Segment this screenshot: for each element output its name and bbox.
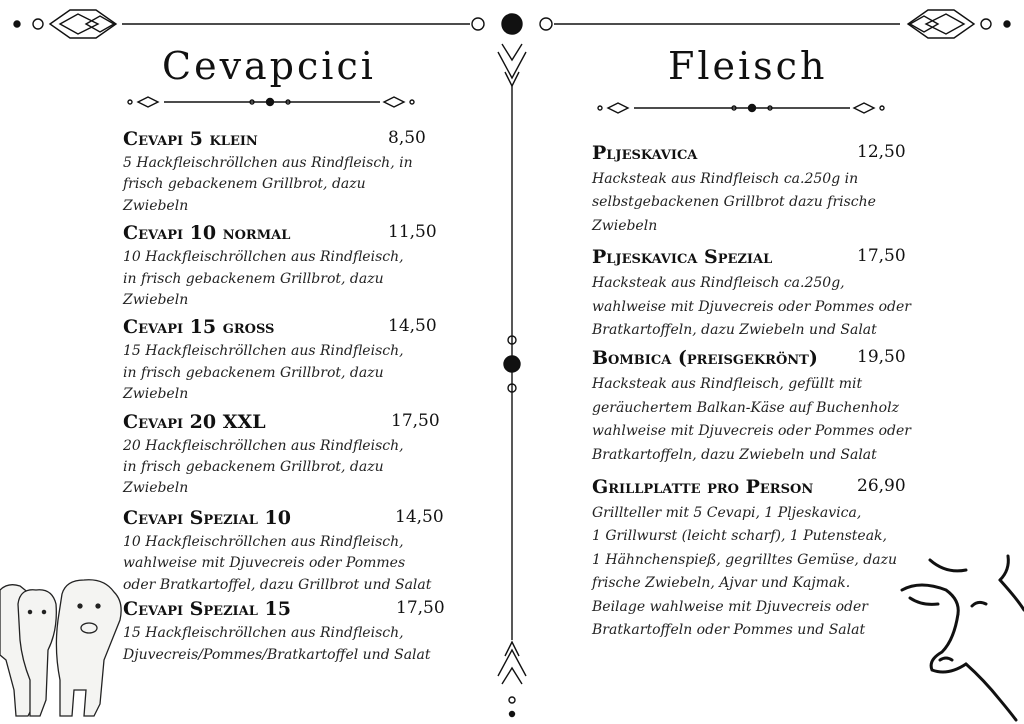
- menu-list-fleisch: [592, 142, 912, 644]
- menu-item: [592, 246, 912, 343]
- item-name: Grillplatte pro Person: [592, 476, 814, 499]
- item-price: 14,50: [388, 316, 437, 337]
- item-price: 11,50: [388, 222, 437, 243]
- item-description-line: oder Bratkartoffel, dazu Grillbrot und Salat: [123, 576, 432, 593]
- item-description-line: 15 Hackfleischröllchen aus Rindfleisch,: [123, 343, 404, 360]
- item-name: Cevapi 10 normal: [123, 222, 291, 245]
- item-description-line: 15 Hackfleischröllchen aus Rindfleisch,: [123, 625, 404, 642]
- menu-item-header: [123, 507, 443, 534]
- cow-illustration-left: [0, 580, 121, 716]
- menu-item: [123, 507, 443, 598]
- item-description-line: 1 Hähnchenspieß, gegrilltes Gemüse, dazu: [592, 551, 897, 568]
- menu-item: [123, 316, 443, 407]
- menu-item-header: [592, 347, 912, 374]
- item-name: Cevapi 5 klein: [123, 128, 258, 150]
- item-description-line: Bratkartoffeln, dazu Zwiebeln und Salat: [592, 322, 877, 339]
- item-description-line: Zwiebeln: [123, 197, 189, 214]
- item-price: 14,50: [395, 506, 444, 527]
- item-description-line: 20 Hackfleischröllchen aus Rindfleisch,: [123, 437, 404, 454]
- menu-item: [123, 598, 443, 668]
- item-description-line: 1 Grillwurst (leicht scharf), 1 Putensteak,: [592, 528, 887, 545]
- menu-item-header: [123, 598, 443, 625]
- menu-item-header: [592, 142, 912, 169]
- item-price: 8,50: [388, 128, 426, 148]
- item-description-line: wahlweise mit Djuvecreis oder Pommes oder: [592, 423, 911, 440]
- item-description-line: Djuvecreis/Pommes/Bratkartoffel und Salat: [123, 646, 431, 663]
- item-description-line: Zwiebeln: [123, 480, 189, 497]
- item-description-line: frisch gebackenem Grillbrot, dazu: [123, 176, 366, 193]
- item-price: 17,50: [391, 410, 440, 431]
- menu-item: [123, 411, 443, 502]
- item-description-line: Hacksteak aus Rindfleisch ca.250g in: [592, 171, 859, 187]
- bull-illustration-right: [902, 556, 1024, 720]
- item-description-line: 5 Hackfleischröllchen aus Rindfleisch, in: [123, 155, 413, 171]
- menu-item: [592, 142, 912, 239]
- item-name: Cevapi Spezial 15: [123, 598, 291, 621]
- item-name: Pljeskavica Spezial: [592, 246, 773, 269]
- item-description-line: Bratkartoffeln oder Pommes und Salat: [592, 622, 866, 639]
- item-description-line: Bratkartoffeln, dazu Zwiebeln und Salat: [592, 446, 877, 463]
- item-name: Cevapi 20 XXL: [123, 410, 266, 433]
- section-title-cevapcici: Cevapcici: [162, 44, 376, 88]
- item-price: 17,50: [396, 598, 445, 619]
- item-name: Cevapi Spezial 10: [123, 506, 291, 529]
- menu-item-header: [592, 476, 912, 503]
- item-description-line: Hacksteak aus Rindfleisch ca.250g,: [592, 275, 845, 292]
- item-description-line: in frisch gebackenem Grillbrot, dazu: [123, 364, 384, 381]
- menu-item-header: [123, 316, 443, 343]
- item-description-line: in frisch gebackenem Grillbrot, dazu: [123, 270, 384, 287]
- item-description-line: Zwiebeln: [123, 292, 189, 309]
- item-description-line: selbstgebackenen Grillbrot dazu frische: [592, 194, 876, 211]
- menu-item: [592, 476, 912, 643]
- item-name: Pljeskavica: [592, 142, 698, 164]
- item-description-line: 10 Hackfleischröllchen aus Rindfleisch,: [123, 249, 404, 266]
- menu-item-header: [123, 128, 443, 155]
- item-description-line: wahlweise mit Djuvecreis oder Pommes: [123, 555, 406, 572]
- menu-item: [592, 347, 912, 468]
- item-price: 12,50: [857, 142, 906, 162]
- item-description-line: in frisch gebackenem Grillbrot, dazu: [123, 459, 384, 476]
- item-name: Cevapi 15 groß: [123, 316, 275, 339]
- item-description-line: Grillteller mit 5 Cevapi, 1 Pljeskavica,: [592, 505, 862, 522]
- item-description-line: Hacksteak aus Rindfleisch, gefüllt mit: [592, 376, 863, 393]
- item-description-line: 10 Hackfleischröllchen aus Rindfleisch,: [123, 533, 404, 550]
- item-name: Bombica (preisgekrönt): [592, 347, 818, 370]
- menu-list-cevapcici: [123, 128, 443, 668]
- menu-item: [123, 128, 443, 219]
- item-description-line: wahlweise mit Djuvecreis oder Pommes oder: [592, 298, 911, 315]
- menu-item-header: [123, 222, 443, 249]
- item-price: 26,90: [857, 476, 906, 497]
- item-description-line: Zwiebeln: [123, 386, 189, 403]
- item-description-line: geräuchertem Balkan-Käse auf Buchenholz: [592, 399, 899, 416]
- item-price: 19,50: [857, 347, 906, 368]
- item-description-line: Zwiebeln: [592, 217, 658, 234]
- item-price: 17,50: [857, 246, 906, 267]
- menu-item-header: [123, 411, 443, 438]
- menu-item-header: [592, 246, 912, 273]
- menu-item: [123, 222, 443, 313]
- item-description-line: Beilage wahlweise mit Djuvecreis oder: [592, 598, 868, 615]
- item-description-line: frische Zwiebeln, Ajvar und Kajmak.: [592, 575, 851, 592]
- section-title-fleisch: Fleisch: [668, 44, 828, 88]
